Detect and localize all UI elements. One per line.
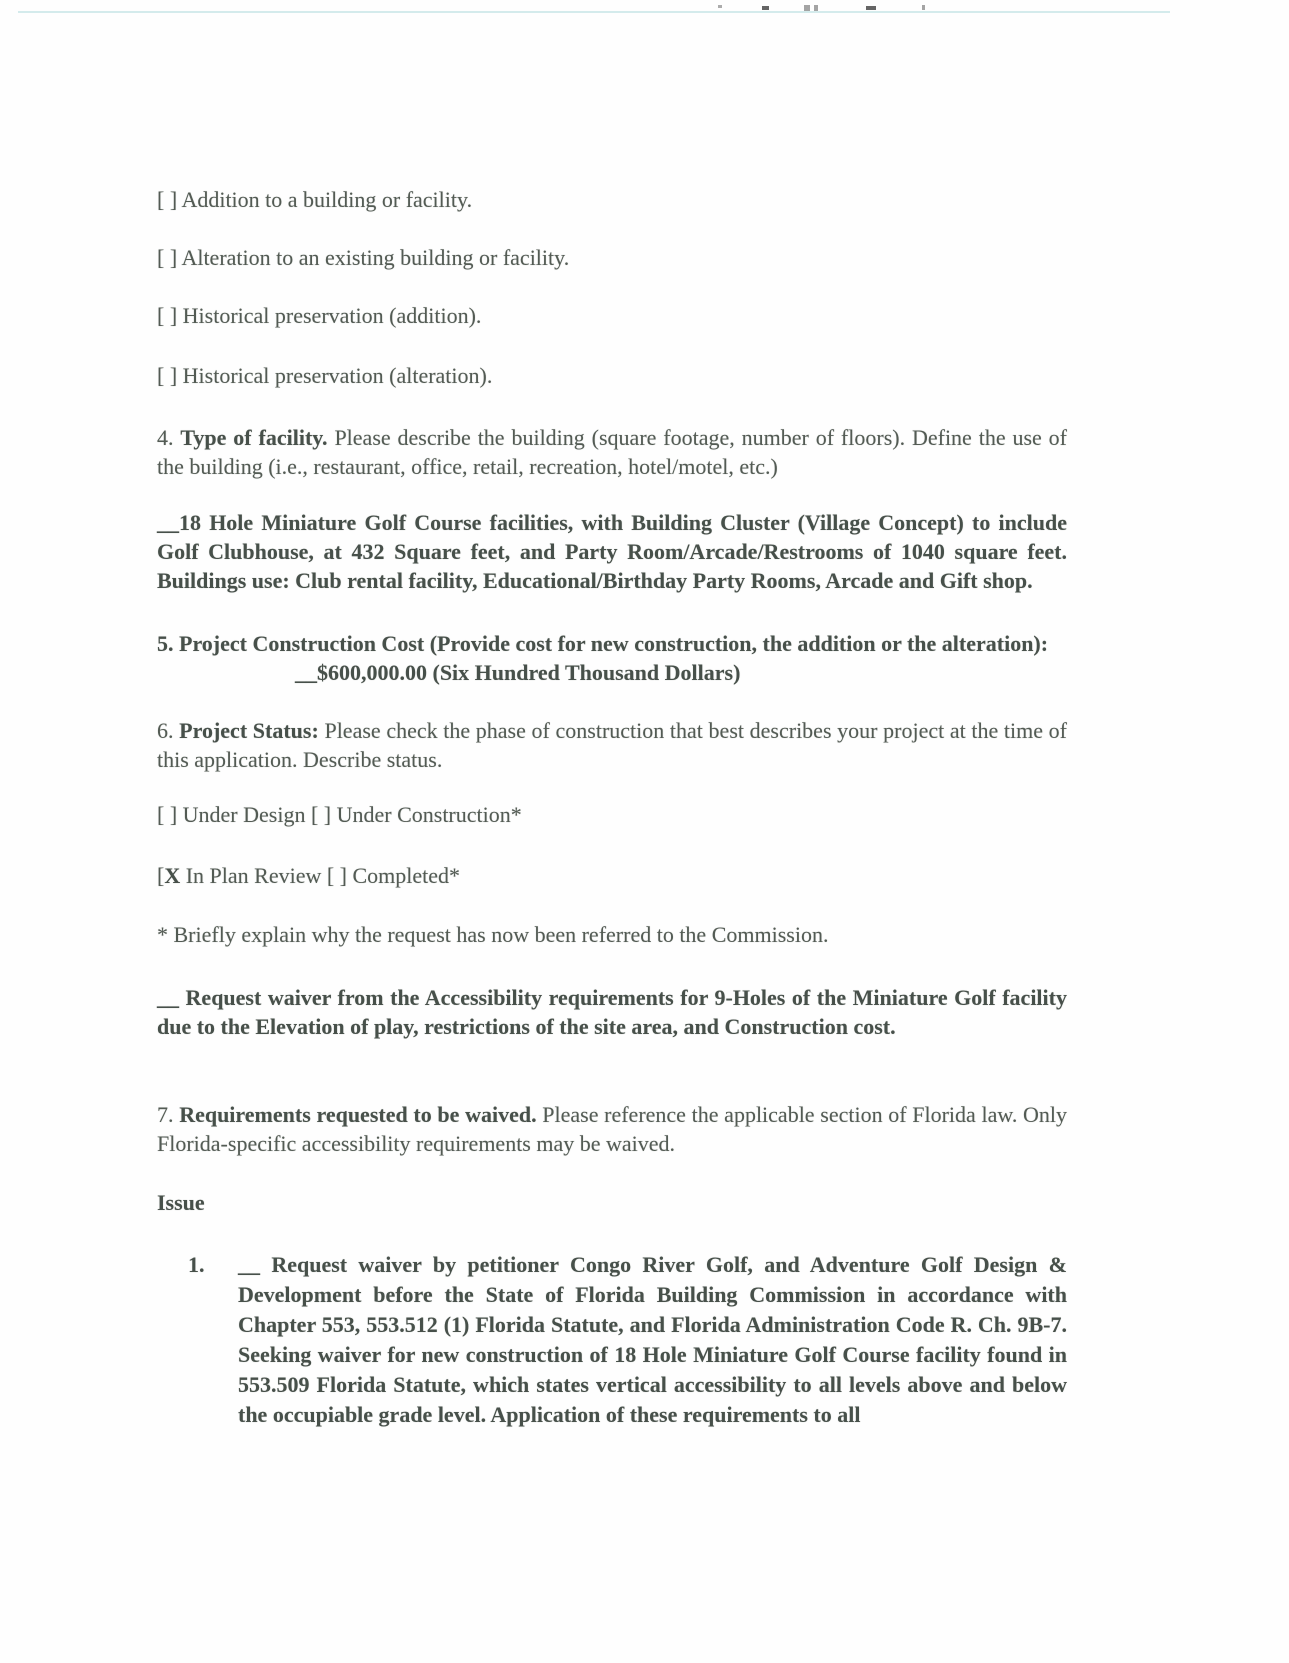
status-options-plan-review-completed (157, 861, 1067, 890)
waiver-request-answer: __ Request waiver from the Accessibility requirements for 9-Holes of the Miniature Golf facility due to the Elevation of play, restrictions of the site area, and Construction cost. (157, 985, 1067, 1039)
issue-item-1-text: __ Request waiver by petitioner Congo River Golf, and Adventure Golf Design & Development before the State of Florida Building Commission in accordance with Chapter 553, 553.512 (1) Florida Statute, and Florida Administration Code R. Ch. 9B-7. Seeking waiver for new construction of 18 Hole Miniature Golf Course facility found in 553.509 Florida Statute, which states vertical accessibility to all levels above and below the occupiable grade level. Application of these requirements to all (238, 1252, 1067, 1427)
status-footnote: * Briefly explain why the request has now been referred to the Commission. (157, 922, 829, 947)
section-6-title: Project Status: (179, 718, 319, 743)
section-7-requirements-waived-paragraph (157, 1100, 1067, 1158)
status-checked-mark: X (164, 863, 181, 888)
section-4-title: Type of facility. (180, 425, 328, 450)
document-content (157, 185, 1067, 1430)
section-5-construction-cost-paragraph: 5. Project Construction Cost (Provide cost for new construction, the addition or the alteration): (157, 631, 1049, 656)
facility-description-answer: __18 Hole Miniature Golf Course facilities, with Building Cluster (Village Concept) to include Golf Clubhouse, at 432 Square feet, and Party Room/Arcade/Restrooms of 1040 square feet. Buildings use: Club rental facility, Educational/Birthday Party Rooms, Arcade and Gift shop. (157, 510, 1067, 593)
construction-cost-answer: __$600,000.00 (Six Hundred Thousand Dollars) (295, 660, 741, 685)
scan-speck (718, 5, 722, 8)
section-6-project-status-paragraph (157, 716, 1067, 774)
status-options-rest: In Plan Review [ ] Completed* (180, 863, 461, 888)
scan-speck (804, 5, 810, 11)
issue-heading: Issue (157, 1190, 205, 1215)
scan-speck (866, 6, 876, 10)
section-4-number: 4. (157, 425, 181, 450)
section-7-title: Requirements requested to be waived. (179, 1102, 537, 1127)
checkbox-option-addition: [ ] Addition to a building or facility. (157, 187, 473, 212)
issue-item-1 (157, 1250, 1067, 1430)
section-6-number: 6. (157, 718, 180, 743)
section-4-instructions: Please describe the building (square footage, number of floors). Define the use of the building (i.e., restaurant, office, retail, recreation, hotel/motel, etc.) (157, 425, 1067, 479)
scan-speck (814, 5, 818, 11)
scan-speck (762, 6, 769, 10)
checkbox-option-historical-alteration: [ ] Historical preservation (alteration). (157, 363, 493, 388)
status-bracket: [ (157, 863, 165, 888)
issue-item-1-number: 1. (188, 1252, 205, 1277)
section-7-instructions: Please reference the applicable section of Florida law. Only Florida-specific accessibility requirements may be waived. (157, 1102, 1068, 1156)
status-options-design-construction: [ ] Under Design [ ] Under Construction* (157, 802, 522, 827)
section-4-type-of-facility-paragraph (157, 423, 1067, 481)
checkbox-option-historical-addition: [ ] Historical preservation (addition). (157, 303, 482, 328)
scan-artifact-line (18, 11, 1170, 13)
scan-speck (922, 5, 925, 10)
section-6-instructions: Please check the phase of construction that best describes your project at the time of this application. Describe status. (157, 718, 1068, 772)
section-7-number: 7. (157, 1102, 180, 1127)
checkbox-option-alteration: [ ] Alteration to an existing building or facility. (157, 245, 570, 270)
